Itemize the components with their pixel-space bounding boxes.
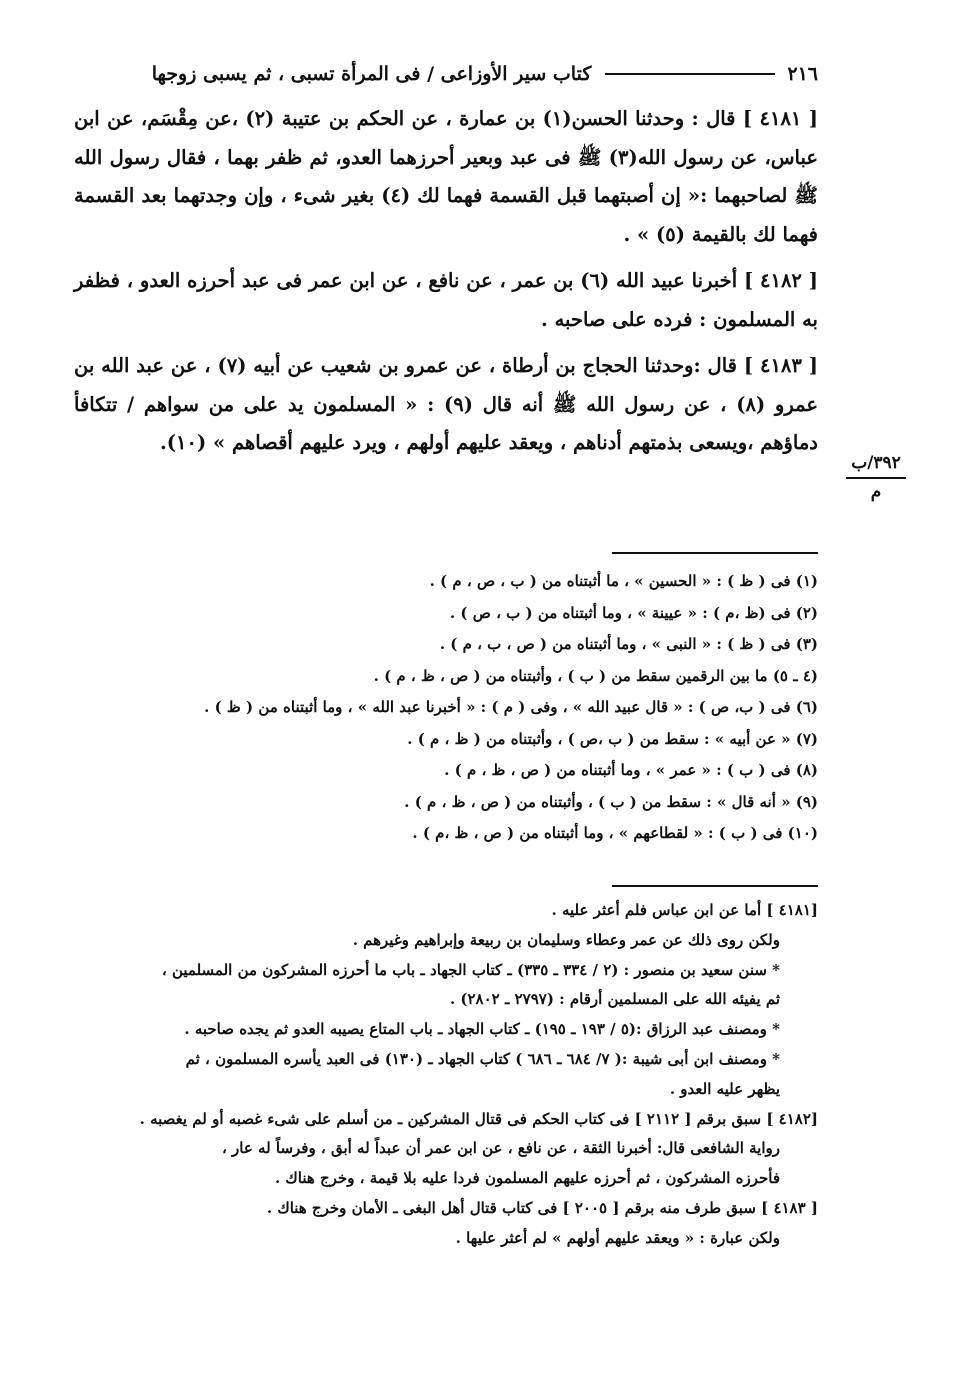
footnote: (١٠) فى ( ب ) : « لقطاعهم » ، وما أثبتناه من ( ص ، ظ ،م ) .: [412, 824, 818, 842]
hadith-paragraph: [74, 262, 818, 339]
variant-footnotes: [74, 566, 818, 850]
footnote: (٤ ـ ٥) ما بين الرقمين سقط من ( ب ) ، وأثبتناه من ( ص ، ظ ، م ) .: [373, 666, 818, 685]
footnote: (٣) فى ( ظ ) : « النبى » ، وما أثبتناه من ( ص ، ب ، م ) .: [439, 635, 818, 653]
running-title: كتاب سير الأوزاعى / فى المرأة تسبى ، ثم يسبى زوجها: [151, 63, 592, 85]
takhrij-commentary: [74, 896, 818, 1254]
commentary-line: رواية الشافعى قال: أخبرنا الثقة ، عن نافع ، عن ابن عمر أن عبداً له أبق ، وفرساً له عار ،: [221, 1139, 780, 1158]
hadith-number: [ ٤١٨٣ ]: [743, 354, 818, 377]
commentary-line: * ومصنف عبد الرزاق :(٥ / ١٩٣ ـ ١٩٥) ـ كتاب الجهاد ـ باب المتاع يصيبه العدو ثم يجده صاحبه .: [184, 1020, 780, 1039]
hadith-number: [ ٤١٨٢ ]: [743, 269, 818, 292]
hadith-paragraph: [74, 347, 818, 463]
margin-rule: [846, 477, 906, 479]
hadith-text: قال :وحدثنا الحجاج بن أرطاة ، عن عمرو بن شعيب عن أبيه (٧) ، عن عبد الله بن عمرو (٨) ، عن رسول الله ﷺ أنه قال (٩) : « المسلمون يد على من سواهم / تتكافأ دماؤهم ،ويسعى بذمتهم أدناهم ، ويعقد عليهم أولهم ، ويرد عليهم أقصاهم » (١٠).: [74, 354, 818, 454]
margin-folio-note: [846, 452, 906, 503]
header-rule: [605, 73, 775, 75]
commentary-separator: [612, 885, 818, 887]
footnote: (٦) فى ( ب، ص ) : « قال عبيد الله » ، وفى ( م ) : « أخبرنا عبد الله » ، وما أثبتناه من ( ظ ) .: [204, 698, 818, 716]
folio-reference: ٣٩٢/ب: [851, 453, 901, 473]
commentary-line: * ومصنف ابن أبى شيبة :( ٧/ ٦٨٤ ـ ٦٨٦ ) كتاب الجهاد ـ (١٣٠) فى العبد يأسره المسلمون ، ثم: [185, 1049, 780, 1068]
commentary-line: ثم يفيئه الله على المسلمين أرقام : (٢٧٩٧ ـ ٢٨٠٢) .: [449, 990, 780, 1009]
commentary-line: ولكن روى ذلك عن عمر وعطاء وسليمان بن ربيعة وإبراهيم وغيرهم .: [352, 930, 780, 949]
commentary-line: ولكن عبارة : « ويعقد عليهم أولهم » لم أعثر عليها .: [455, 1228, 780, 1247]
commentary-line: يظهر عليه العدو .: [669, 1079, 780, 1098]
hadith-number: [ ٤١٨١ ]: [742, 107, 819, 130]
footnote: (٧) « عن أبيه » : سقط من ( ب ،ص ) ، وأثبتناه من ( ظ ، م ) .: [407, 729, 818, 748]
page-number: ٢١٦: [787, 63, 818, 85]
footnote: (٨) فى ( ب ) : « عمر » ، وما أثبتناه من ( ص ، ظ ، م ) .: [444, 761, 818, 779]
manuscript-siglum: م: [870, 482, 882, 502]
hadith-text: أخبرنا عبيد الله (٦) بن عمر ، عن نافع ، عن ابن عمر فى عبد أحرزه العدو ، فظفر به المسلمون : فرده على صاحبه .: [74, 269, 818, 331]
commentary-line: فأحرزه المشركون ، ثم أحرزه عليهم المسلمون فردا عليه بلا قيمة ، وخرج هناك .: [274, 1169, 780, 1188]
commentary-line: [٤١٨٢ ] سبق برقم [ ٢١١٢ ] فى كتاب الحكم فى قتال المشركين ـ من أسلم على شىء غصبه أو لم يغصبه .: [139, 1109, 818, 1128]
footnote: (٩) « أنه قال » : سقط من ( ب ) ، وأثبتناه من ( ص ، ظ ، م ) .: [404, 792, 818, 811]
hadith-paragraph: [74, 100, 818, 254]
footnote: (٢) فى (ظ ،م ) : « عيينة » ، وما أثبتناه من ( ب ، ص ) .: [449, 603, 818, 622]
footnote: (١) فى ( ظ ) : « الحسين » ، ما أثبتناه من ( ب ، ص ، م ) .: [429, 572, 818, 590]
page-header: [74, 56, 818, 92]
hadith-text: قال : وحدثنا الحسن(١) بن عمارة ، عن الحكم بن عتيبة (٢) ،عن مِقْسَم، عن ابن عباس، عن رسول الله(٣) ﷺ فى عبد وبعير أحرزهما العدو، ثم ظفر بهما ، فقال رسول الله ﷺ لصاحبهما :« إن أصبتهما قبل القسمة فهما لك (٤) بغير شىء ، وإن وجدتهما بعد القسمة فهما لك بالقيمة (٥) » .: [74, 107, 818, 246]
main-text: [74, 100, 818, 471]
commentary-line: * سنن سعيد بن منصور : (٢ / ٣٣٤ ـ ٣٣٥) ـ كتاب الجهاد ـ باب ما أحرزه المشركون من المسلمين ،: [161, 960, 780, 979]
footnote-separator: [612, 552, 818, 554]
commentary-line: [٤١٨١ ] أما عن ابن عباس فلم أعثر عليه .: [551, 901, 818, 919]
commentary-line: [ ٤١٨٣ ] سبق طرف منه برقم [ ٢٠٠٥ ] فى كتاب قتال أهل البغى ـ الأمان وخرج هناك .: [266, 1198, 818, 1217]
